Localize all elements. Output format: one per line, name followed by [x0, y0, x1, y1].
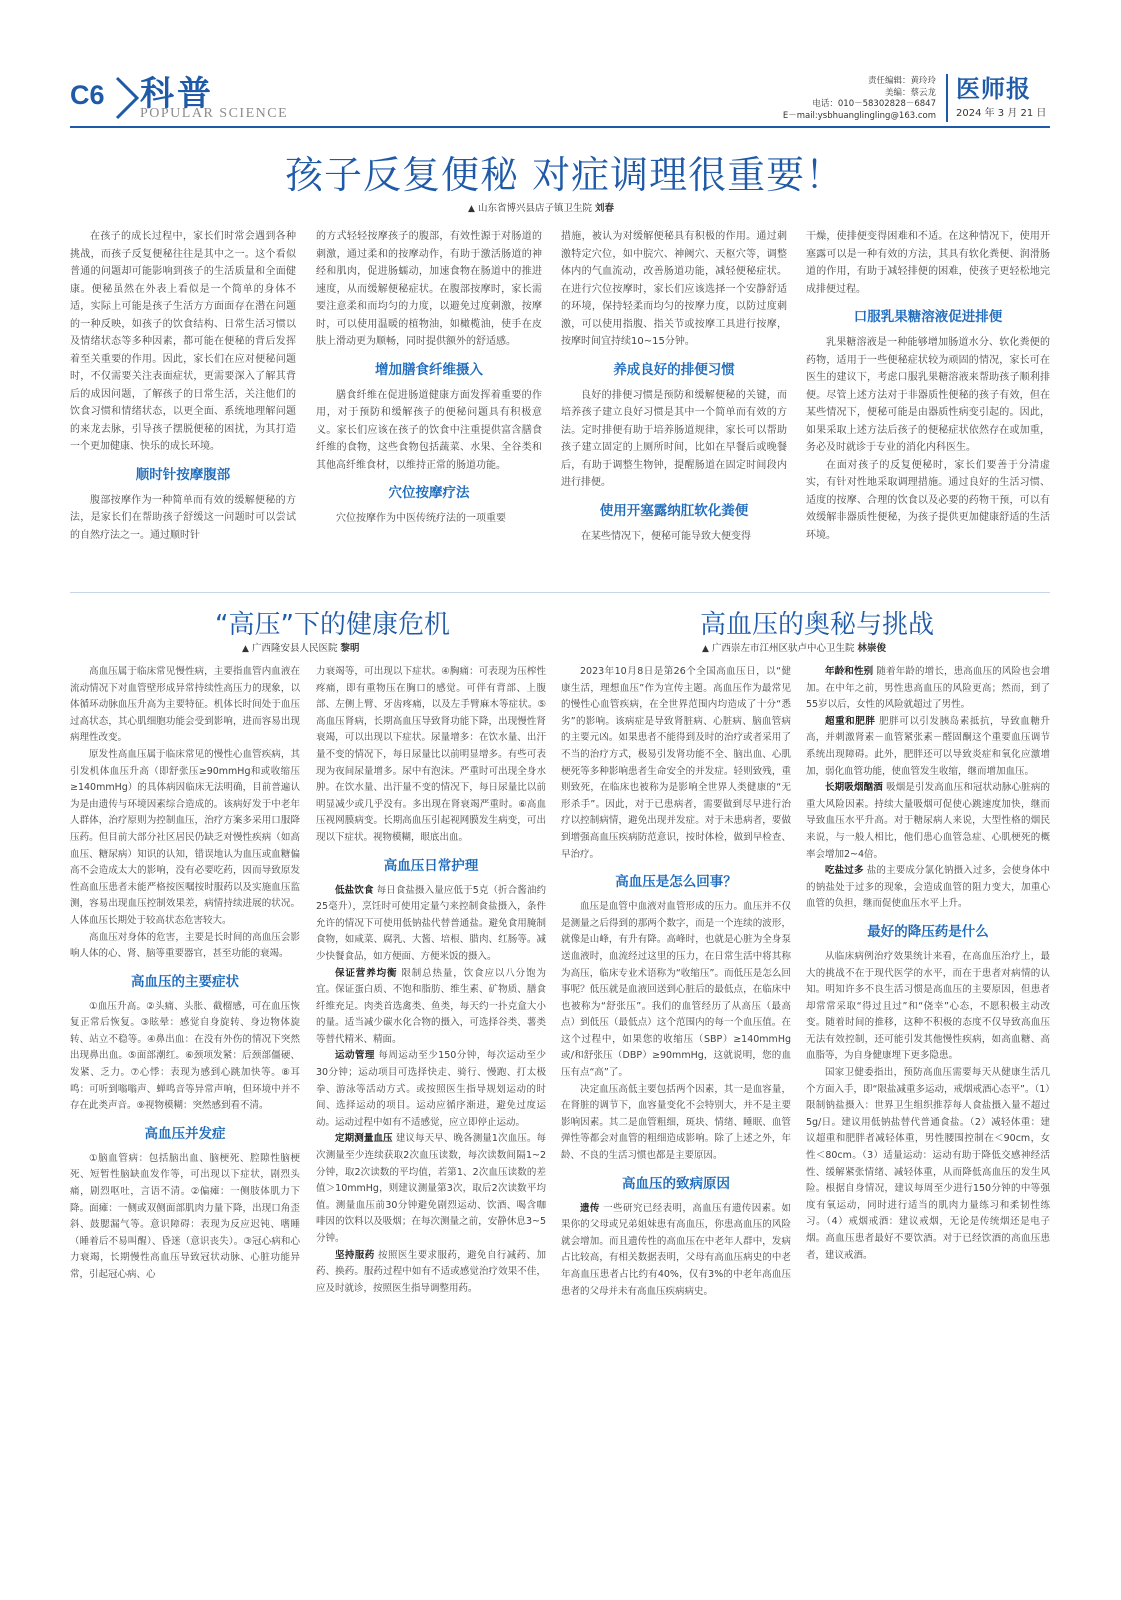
lead-term: 坚持服药: [335, 1249, 375, 1261]
article1-column-3: [561, 228, 787, 588]
article2-byline: [242, 640, 360, 654]
section-subtitle: POPULAR SCIENCE: [140, 106, 289, 121]
lead-term: 长期吸烟酗酒: [825, 782, 883, 794]
section-title: 科普: [140, 74, 214, 114]
newspaper-logo: 医师报: [956, 74, 1031, 103]
article3-headline: 高血压的奥秘与挑战: [700, 610, 935, 640]
paragraph: 从临床病例治疗效果统计来看，在高血压治疗上，最大的挑战不在于现代医学的水平，而在于患者对病情的认知。明知许多不良生活习惯是高血压的主要原因，但患者却常常采取“得过且过”和“侥幸”心态，不愿积极主动改变。随着时间的推移，这种不积极的态度不仅导致高血压无法有效控制，还可能引发其他慢性疾病，如高血糖、高血脂等，为自身健康埋下更多隐患。: [806, 950, 1050, 1062]
header-rule: [70, 126, 1050, 128]
paragraph: [561, 1201, 791, 1301]
article2-author: 黎明: [340, 643, 360, 654]
triangle-icon: ▲: [242, 644, 249, 654]
lead-term: 运动管理: [335, 1050, 375, 1062]
subheading: 口服乳果糖溶液促进排便: [853, 309, 1003, 325]
paragraph: 的方式轻轻按摩孩子的腹部，有效性源于对肠道的刺激，通过柔和的按摩动作，有助于激活肠道的神经和肌肉，促进肠蠕动，加速食物在肠道中的推进速度，从而缓解便秘症状。在腹部按摩时，家长需要注意柔和而均匀的力度，以避免过度刺激，按摩时，可以使用温暖的植物油，如橄榄油，使手在皮肤上滑动更为顺畅，同时提供额外的舒适感。: [316, 231, 542, 347]
subheading: 高血压的主要症状: [131, 973, 239, 990]
paragraph: ①脑血管病：包括脑出血、脑梗死、腔隙性脑梗死、短暂性脑缺血发作等，可出现以下症状，剧烈头痛，剧烈呕吐，言语不清。②偏瘫：一侧肢体肌力下降。面瘫：一侧或双侧面部肌肉力量下降，出现口角歪斜、鼓腮漏气等。意识障碍：表现为反应迟钝、嗜睡（睡着后不易叫醒）、昏迷（意识丧失）。③冠心病和心力衰竭，长期慢性高血压导致冠状动脉、心脏功能异常，引起冠心病、心: [70, 1152, 300, 1280]
article1-author: 刘春: [595, 203, 615, 214]
paragraph-body: 建议每天早、晚各测量1次血压。每次测量至少连续获取2次血压读数，每次读数间隔1~2分钟，取2次读数的平均值，若第1、2次血压读数的差值＞10mmHg，则建议测量第3次，取后2次读数平均值。测量血压前30分钟避免剧烈运动、饮酒、喝含咖啡因的饮料以及吸烟；在每次测量之前，安静休息3~5分钟。: [316, 1133, 546, 1244]
paragraph-body: 盐的主要成分氯化钠摄入过多，会使身体中的钠盐处于过多的现象，会造成血管的阻力变大，加重心血管的负担，继而促使血压水平上升。: [806, 865, 1050, 910]
paragraph-body: 限制总热量，饮食应以八分饱为宜。保证蛋白质、不饱和脂肪、维生素、矿物质、膳食纤维充足。肉类首选禽类、鱼类，每天约一扑克盒大小的量。适当减少碳水化合物的摄入，可选择谷类、薯类等替代精米、精面。: [316, 967, 546, 1045]
paragraph: ①血压升高。②头痛、头胀、截榴感，可在血压恢复正常后恢复。③眩晕：感觉自身旋转、身边物体旋转、站立不稳等。④鼻出血：在没有外伤的情况下突然出现鼻出血。⑤面部潮红。⑥颈项发紧：后颈部僵硬、发紧、乏力。⑦心悸：表现为感到心跳加快等。⑧耳鸣：可听到嗡嗡声、蝉鸣音等异常声响，但环境中并不存在此类声音。⑨视物模糊：突然感到看不清。: [70, 1000, 300, 1112]
paragraph-body: 吸烟是引发高血压和冠状动脉心脏病的重大风险因素。持续大量吸烟可促使心跳速度加快，继而导致血压水平升高。对于糖尿病人来说，大型性格的烟民来说，与一般人相比，他们患心血管急症、心肌梗死的概率会增加2~4倍。: [806, 782, 1050, 860]
paragraph: 2023年10月8日是第26个全国高血压日，以“健康生活，理想血压”作为宣传主题。高血压作为最常见的慢性心血管疾病，在全世界范围内均造成了十分“悉劣”的影响。该病症是导致肾脏病、心脏病、脑血管病的主要元凶。如果患者不能得到及时的治疗或者采用了不当的治疗方式，极易引发肾功能不全、脑出血、心肌梗死等多种影响患者生命安全的并发症。轻则致残，重则致死，在临床也被称为是影响全世界人类健康的“无形杀手”。因此，对于已患病者，需要做到尽早进行治疗以控制病情，避免出现并发症。对于未患病者，要做到增强高血压疾病防范意识，按时体检，做到早检查、早治疗。: [561, 666, 791, 860]
paragraph: 在某些情况下，便秘可能导致大便变得: [581, 530, 751, 542]
masthead: [0, 0, 1121, 135]
paragraph: 措施，被认为对缓解便秘具有积极的作用。通过刺激特定穴位，如中脘穴、神阙穴、天枢穴等，调整体内的气血流动，改善肠道功能，减轻便秘症状。在进行穴位按摩时，家长们应该选择一个安静舒适的环境，保持轻柔而均匀的按摩力度，以防过度刺激，可以使用指腹、指关节或按摩工具进行按摩，按摩时间宜持续10~15分钟。: [561, 231, 787, 347]
paragraph: [806, 714, 1050, 780]
paragraph: 在面对孩子的反复便秘时，家长们要善于分清虚实，有针对性地采取调理措施。通过良好的生活习惯、适度的按摩、合理的饮食以及必要的药物干预，可以有效缓解非器质性便秘，为孩子提供更加健康舒适的生活环境。: [806, 459, 1050, 541]
paragraph: 膳食纤维在促进肠道健康方面发挥着重要的作用，对于预防和缓解孩子的便秘问题具有积极意义。家长们应该在孩子的饮食中注重提供富含膳食纤维的食物，这些食物包括蔬菜、水果、全谷类和其他高纤维食材，以维持正常的肠道功能。: [316, 389, 542, 471]
subheading: 高血压的致病原因: [622, 1175, 730, 1192]
paragraph: 良好的排便习惯是预防和缓解便秘的关键，而培养孩子建立良好习惯是其中一个简单而有效的方法。定时排便有助于培养肠道规律，家长可以帮助孩子建立固定的上厕所时间，比如在早餐后或晚餐后，有助于调整生物钟，提醒肠道在固定时间段内进行排便。: [561, 389, 787, 488]
paragraph: 高血压对身体的危害，主要是长时间的高血压会影响人体的心、肾、脑等重要器官，甚至功能的衰竭。: [70, 931, 300, 960]
subheading: 高血压是怎么回事？: [615, 874, 737, 891]
subheading: 高血压日常护理: [383, 857, 479, 874]
chevron-right-icon: [113, 74, 143, 122]
paragraph: 乳果糖溶液是一种能够增加肠道水分、软化粪便的药物，适用于一些便秘症状较为顽固的情况，家长可在医生的建议下，考虑口服乳果糖溶液来帮助孩子顺利排便。尽管上述方法对于非器质性便秘的孩子有效，但在某些情况下，便秘可能是由器质性病变引起的。因此，如果采取上述方法后孩子的便秘症状依然存在或加重，务必及时就诊于专业的消化内科医生。: [806, 337, 1050, 453]
paragraph: [316, 1048, 546, 1131]
paragraph: 干燥，使排便变得困难和不适。在这种情况下，使用开塞露可以是一种有效的方法，其具有软化粪便、润滑肠道的作用，有助于减轻排便的困难，使孩子更轻松地完成排便过程。: [806, 231, 1050, 295]
paragraph: 穴位按摩作为中医传统疗法的一项重要: [336, 513, 506, 524]
article3-column-2: [806, 664, 1050, 1570]
article3-byline: [702, 640, 886, 654]
triangle-icon: ▲: [468, 204, 475, 214]
paragraph: 原发性高血压属于临床常见的慢性心血管疾病，其引发机体血压升高（即舒张压≥90mmHg和或收缩压≥140mmHg）的具体病因临床无法明确，目前普遍认为是由遗传与环境因素综合造成的。该病好发于中老年人群体，治疗原则为控制血压，治疗方案多采用口服降压药。但目前大部分社区居民仍缺乏对慢性疾病（如高血压、糖尿病）知识的认知，错误地认为血压或血糖偏高不会造成太大的影响，没有必要吃药，因而导致原发性高血压患者未能严格按医嘱按时服药以及实施血压监测，容易出现血压控制效果差，病情持续进展的状况。人体血压长期处于较高状态危害较大。: [70, 748, 300, 926]
paragraph: 血压是血管中血液对血管形成的压力。血压并不仅是测量之后得到的那两个数字，而是一个连续的波形，就像是山峰，有升有降。高峰时，也就是心脏为全身泵送血液时，血流经过这里的压力，在日常生活中将其称为高压，临床专业术语称为“收缩压”。而低压是怎么回事呢？低压就是血液回送到心脏后的最低点，在临床中也被称为“舒张压”。我们的血管经历了从高压（最高点）到低压（最低点）这个范围内的每一个血压值。在这个过程中，如果您的收缩压（SBP）≥140mmHg或/和舒张压（DBP）≥90mmHg，这就说明，您的血压有点“高”了。: [561, 901, 791, 1079]
page-number: C6: [70, 80, 105, 110]
article1-byline: [468, 200, 614, 214]
lead-term: 年龄和性别: [825, 666, 874, 677]
article3-org: 广西崇左市江州区驮卢中心卫生院: [711, 643, 855, 654]
article2-column-1: [70, 664, 300, 1570]
lead-term: 吃盐过多: [825, 865, 864, 877]
paragraph: 决定血压高低主要包括两个因素，其一是血容量，在肾脏的调节下，血容量变化不会特别大，并不是主要影响因素。其二是血管粗细，斑块、情绪、睡眠、血管弹性等都会对血管的粗细造成影响。除了上述之外，年龄、不良的生活习惯也都是主要原因。: [561, 1083, 791, 1162]
paragraph-body: 按照医生要求服药，避免自行减药、加药、换药。服药过程中如有不适或感觉治疗效果不佳，应及时就诊，按照医生指导调整用药。: [316, 1249, 546, 1294]
editor-name: 责任编辑：黄玲玲: [867, 76, 936, 86]
brand-block: [946, 74, 1049, 122]
paragraph-body: 一些研究已经表明，高血压有遗传因素。如果你的父母或兄弟姐妹患有高血压，你患高血压的风险就会增加。而且遗传性的高血压在中老年人群中，发病占比较高，有相关数据表明，父母有高血压病史的中老年高血压患者占比约有40%，仅有3%的中老年高血压患者的父母并未有高血压疾病病史。: [561, 1202, 791, 1297]
paragraph-body: 肥胖可以引发胰岛素抵抗，导致血糖升高，并刺激肾素－血管紧张素－醛固酮这个重要血压调节系统出现障碍。此外，肥胖还可以导致炎症和氧化应激增加，弱化血管功能，使血管发生收缩，继而增加血压。: [806, 715, 1050, 777]
subheading: 高血压并发症: [144, 1125, 226, 1142]
paragraph: [316, 883, 546, 966]
article1-org: 山东省博兴县店子镇卫生院: [477, 203, 592, 214]
article1-column-4: [806, 228, 1050, 588]
subheading: 顺时针按摩腹部: [135, 466, 231, 483]
lead-term: 定期测量血压: [335, 1133, 393, 1145]
subheading: 最好的降压药是什么: [867, 923, 989, 940]
paragraph: 国家卫健委指出，预防高血压需要每天从健康生活几个方面入手，即“限盐减重多运动，戒烟戒酒心态平”。（1）限制钠盐摄入：世界卫生组织推荐每人食盐摄入量不超过5g/日。建议用低钠盐替代普通食盐。（2）减轻体重：建议超重和肥胖者减轻体重，男性腰围控制在＜90cm，女性＜80cm。（3）适量运动：运动有助于降低交感神经活性、缓解紧张情绪、减轻体重，从而降低高血压的发生风险。根据自身情况，建议每周至少进行150分钟的中等强度有氧运动，同时进行适当的肌肉力量练习和柔韧性练习。（4）戒烟戒酒：建议戒烟，无论是传统烟还是电子烟。高血压患者最好不要饮酒。对于已经饮酒的高血压患者，建议戒酒。: [806, 1067, 1050, 1261]
paragraph: [806, 780, 1050, 863]
article1-column-1: [70, 228, 296, 588]
paragraph: [316, 966, 546, 1049]
paragraph: [316, 1131, 546, 1247]
article3-column-1: [561, 664, 791, 1570]
paragraph: 腹部按摩作为一种简单而有效的缓解便秘的方法，是家长们在帮助孩子舒缓这一问题时可以尝试的自然疗法之一。通过顺时针: [70, 494, 296, 541]
paragraph: [806, 863, 1050, 913]
lead-term: 低盐饮食: [335, 884, 374, 896]
lead-term: 遗传: [580, 1202, 600, 1214]
editor-info: [783, 76, 936, 122]
paragraph-body: 每周运动至少150分钟，每次运动至少30分钟；运动项目可选择快走、骑行、慢跑、打太极拳、游泳等活动方式。或按照医生指导规划运动的时间、选择运动的项目。运动应循序渐进，避免过度运动。运动过程中如有不适感觉，应立即停止运动。: [316, 1050, 546, 1128]
subheading: 增加膳食纤维摄入: [375, 361, 483, 378]
issue-date: 2024 年 3 月 21 日: [956, 108, 1047, 119]
subheading: 养成良好的排便习惯: [613, 361, 735, 378]
paragraph: 高血压属于临床常见慢性病，主要指血管内血液在流动情况下对血管壁形成异常持续性高压力的现象，以体循环动脉血压升高为主要特征。机体长时间处于血压过高状态，其心肌细胞功能会受到影响，进而容易出现病理性改变。: [70, 666, 300, 744]
art-editor-name: 美编：蔡云龙: [884, 87, 936, 98]
article2-column-2: [316, 664, 546, 1570]
paragraph-body: 每日食盐摄入量应低于5克（折合酱油约25毫升），烹饪时可使用定量勺来控制食盐摄入，条件允许的情况下可使用低钠盐代替普通盐。避免食用腌制食物，如咸菜、腐乳、大酱、培根、腊肉、红肠等。减少快餐食品，如方便面、方便米饭的摄入。: [316, 884, 546, 962]
paragraph: [316, 1248, 546, 1298]
subheading: 穴位按摩疗法: [388, 485, 470, 501]
paragraph: [806, 664, 1050, 714]
contact-phone: 电话：010－58302828－6847: [812, 99, 936, 109]
section-divider: [70, 592, 1050, 593]
paragraph: 力衰竭等，可出现以下症状。④胸痛：可表现为压榨性疼痛，即有重物压在胸口的感觉。可伴有背部、上腹部、左侧上臂、牙齿疼痛，以及左手臂麻木等症状。⑤高血压肾病，长期高血压导致肾功能下降，出现慢性肾衰竭，可以出现以下症状。尿量增多：在饮水量、出汗量不变的情况下，每日尿量比以前明显增多。有些可表现为夜间尿量增多。尿中有泡沫。严重时可出现全身水肿。在饮水量、出汗量不变的情况下，每日尿量比以前明显减少或几乎没有。多出现在肾衰竭严重时。⑥高血压视网膜病变。长期高血压引起视网膜发生病变，可出现以下症状。视物模糊，眼底出血。: [316, 666, 546, 843]
subheading: 使用开塞露纳肛软化粪便: [599, 502, 749, 519]
lead-term: 超重和肥胖: [825, 715, 876, 727]
article3-author: 林崇俊: [857, 643, 887, 654]
triangle-icon: ▲: [702, 644, 709, 654]
paragraph-body: 随着年龄的增长，患高血压的风险也会增加。在中年之前，男性患高血压的风险更高；然而，到了55岁以后，女性的风险就超过了男性。: [806, 666, 1050, 711]
contact-email: E－mail:ysbhuanglingling@163.com: [782, 110, 936, 121]
article2-org: 广西隆安县人民医院: [251, 643, 338, 654]
paragraph: 在孩子的成长过程中，家长们时常会遇到各种挑战，而孩子反复便秘往往是其中之一。这个看似普通的问题却可能影响到孩子的生活质量和全面健康。便秘虽然在外表上看似是一个简单的身体不适，实际上可能是孩子生活方方面面存在潜在问题的一种反映，如孩子的饮食结构、日常生活习惯以及情绪状态等多种因素，都可能在便秘的背后发挥着至关重要的作用。因此，家长们在应对便秘问题时，不仅需要关注表面症状，更需要深入了解其背后的成因问题，了解孩子的日常生活，关注他们的饮食习惯和情绪状态，以更全面、系统地理解问题的来龙去脉，引导孩子摆脱便秘的困扰，为其打造一个更加健康、快乐的成长环境。: [70, 231, 296, 452]
article2-headline: “高压”下的健康危机: [215, 610, 450, 640]
article1-column-2: [316, 228, 542, 588]
article1-headline: 孩子反复便秘 对症调理很重要！: [285, 153, 845, 197]
lead-term: 保证营养均衡: [335, 967, 398, 979]
